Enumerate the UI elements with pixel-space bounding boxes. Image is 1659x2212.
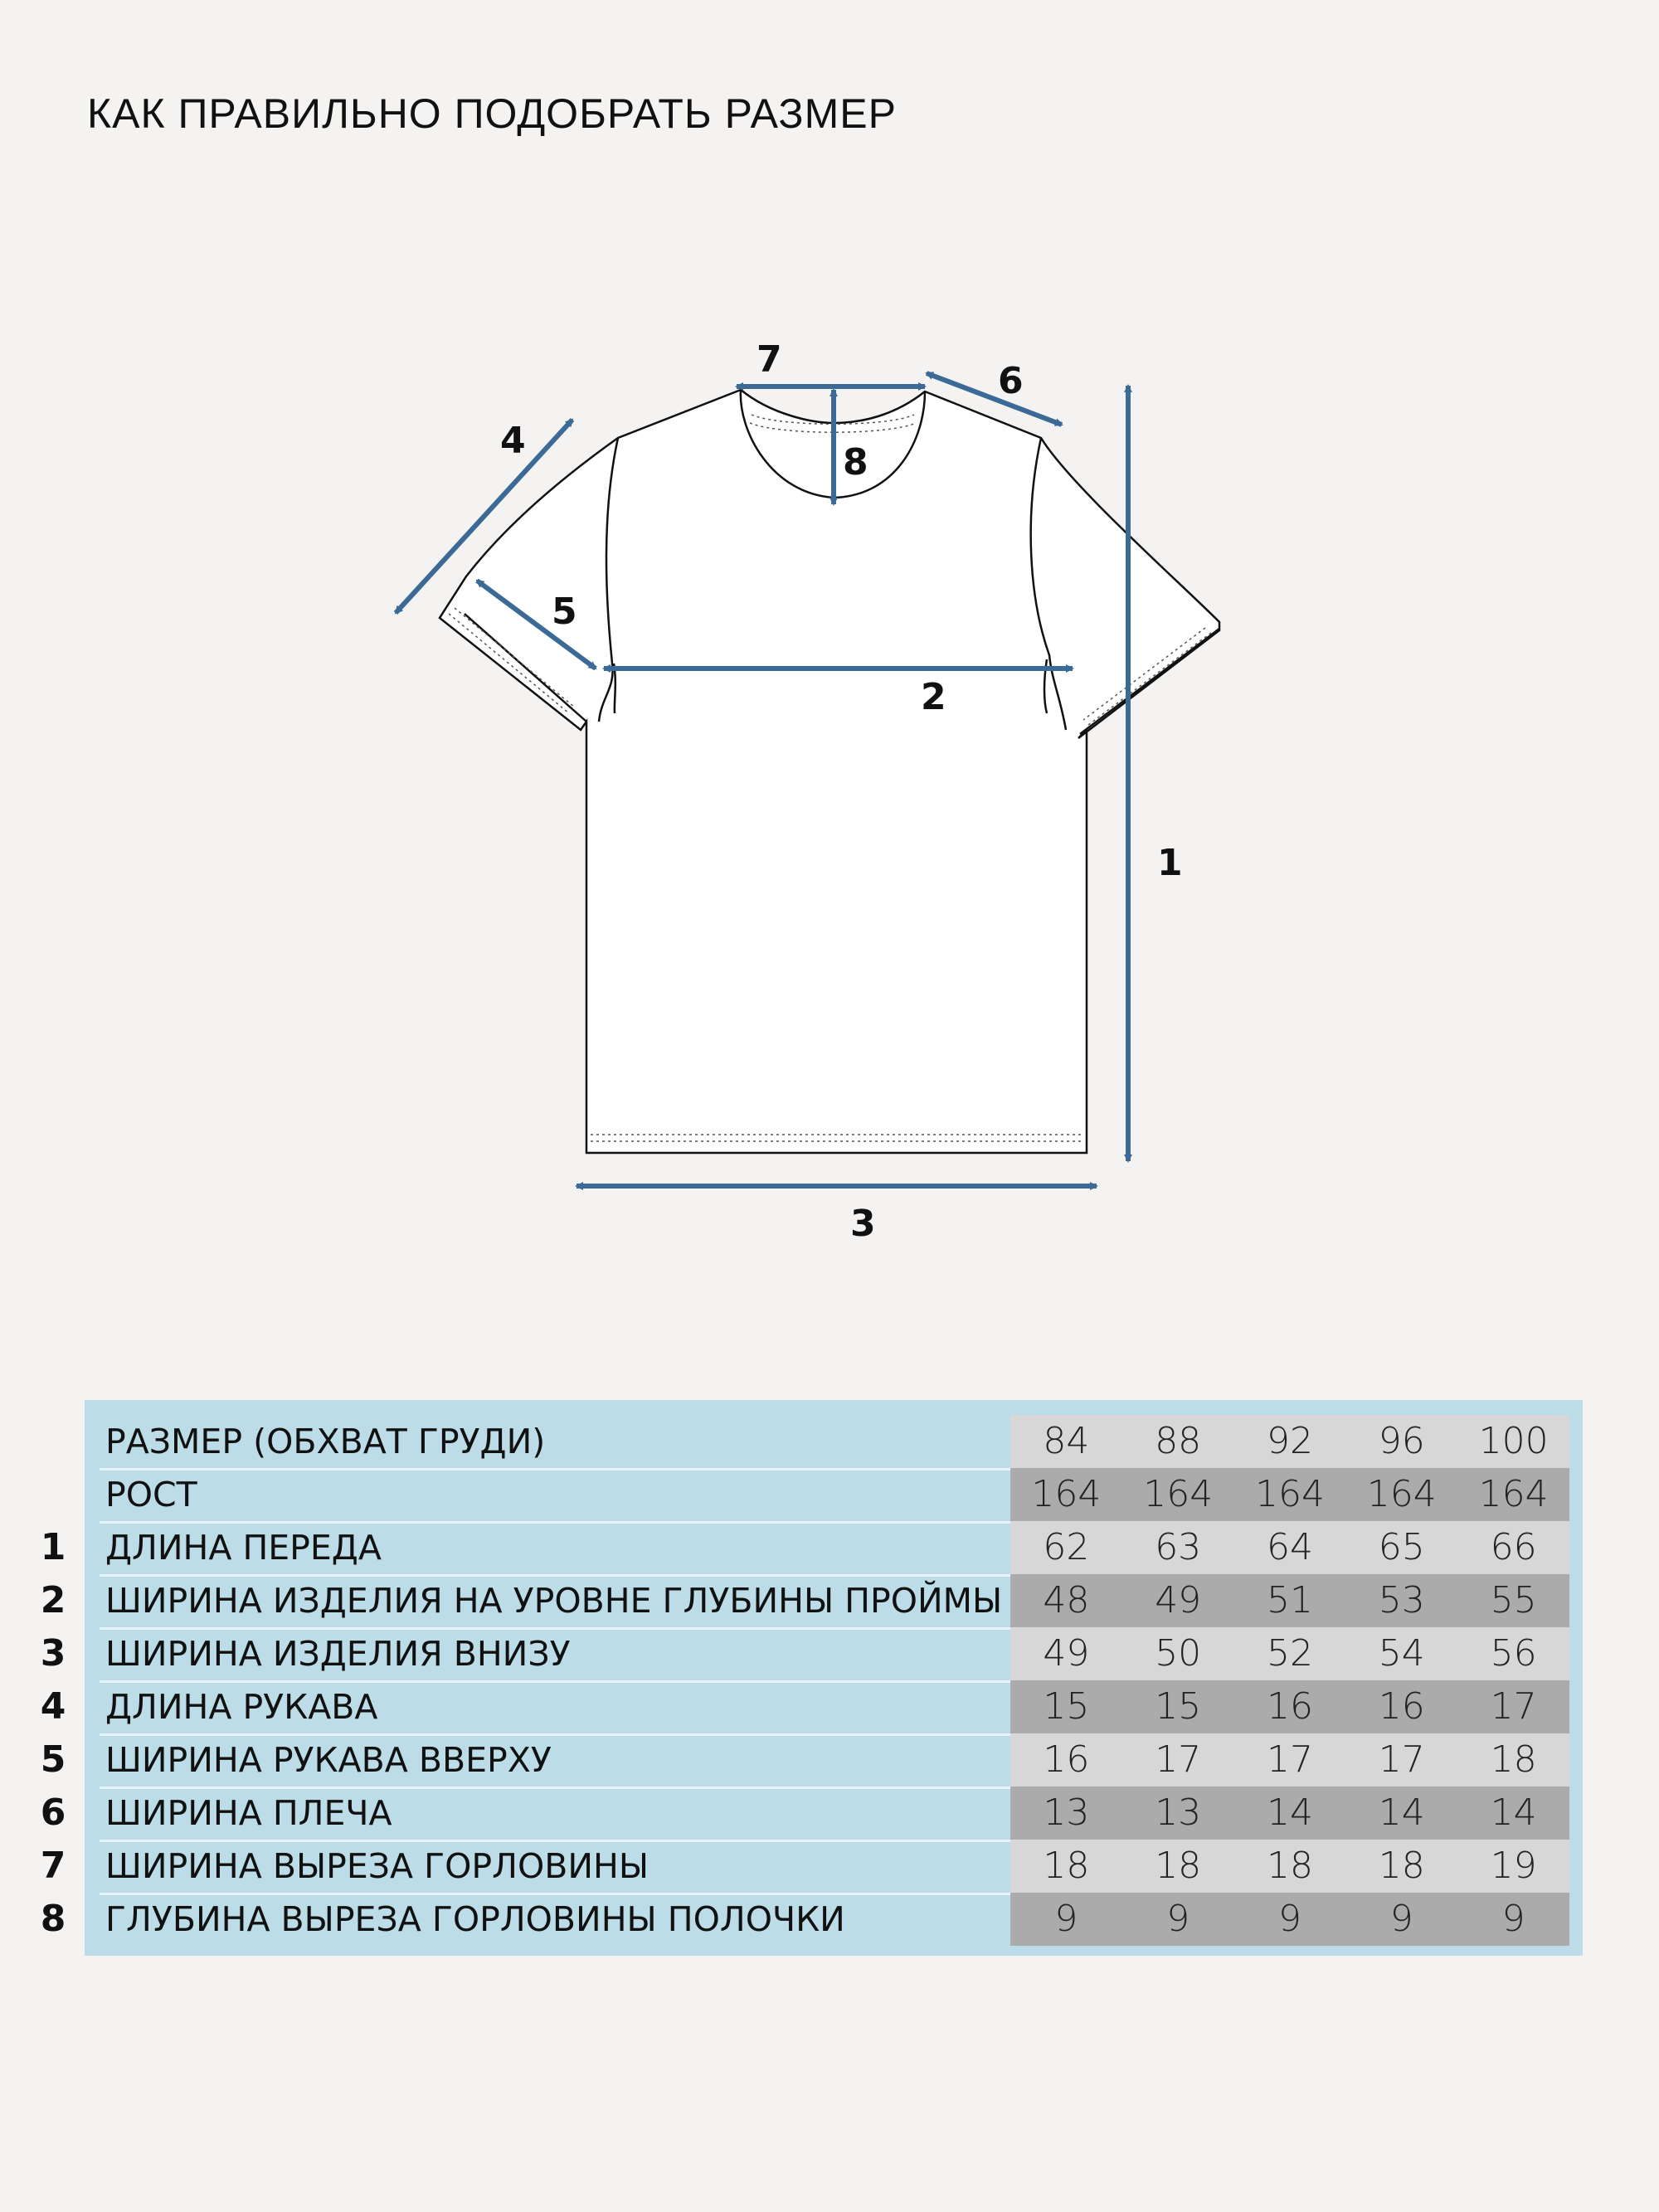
dim-label-1: 1 [1157,842,1183,884]
row-label: ШИРИНА РУКАВА ВВЕРХУ [105,1740,552,1780]
table-cell: 51 [1266,1579,1313,1621]
table-row-7 [40,1840,1583,1893]
table-cell: 50 [1155,1632,1202,1675]
table-cell: 17 [1266,1738,1313,1781]
table-row-size [85,1415,1583,1468]
row-values [1010,1627,1569,1680]
table-cell: 100 [1478,1420,1549,1462]
table-cell: 13 [1043,1791,1090,1834]
table-cell: 16 [1043,1738,1090,1781]
table-cell: 53 [1378,1579,1425,1621]
table-cell: 52 [1266,1632,1313,1675]
table-row-2 [40,1574,1583,1627]
row-label: ДЛИНА ПЕРЕДА [105,1528,382,1568]
table-cell: 15 [1043,1685,1090,1728]
row-label: ДЛИНА РУКАВА [105,1687,378,1727]
table-cell: 9 [1501,1898,1525,1940]
table-cell: 17 [1155,1738,1202,1781]
table-row-1 [40,1521,1583,1574]
table-cell: 14 [1490,1791,1537,1834]
row-values [1010,1415,1569,1468]
row-values [1010,1574,1569,1627]
table-cell: 55 [1490,1579,1537,1621]
table-cell: 16 [1266,1685,1313,1728]
row-label: ШИРИНА ИЗДЕЛИЯ НА УРОВНЕ ГЛУБИНЫ ПРОЙМЫ [105,1581,1003,1621]
table-cell: 66 [1490,1526,1537,1568]
table-cell: 84 [1043,1420,1090,1462]
table-cell: 88 [1155,1420,1202,1462]
table-cell: 18 [1378,1845,1425,1887]
tshirt-outline [440,390,1219,1153]
table-cell: 17 [1378,1738,1425,1781]
dim-label-2: 2 [921,676,946,718]
row-number: 1 [40,1526,66,1568]
table-cell: 64 [1266,1526,1313,1568]
table-cell: 18 [1490,1738,1537,1781]
table-cell: 9 [1277,1898,1301,1940]
table-cell: 65 [1378,1526,1425,1568]
table-cell: 15 [1155,1685,1202,1728]
row-label: РАЗМЕР (ОБХВАТ ГРУДИ) [105,1422,546,1461]
row-label: РОСТ [105,1475,197,1514]
table-cell: 56 [1490,1632,1537,1675]
row-values [1010,1468,1569,1521]
table-row-3 [40,1627,1583,1680]
row-values [1010,1787,1569,1840]
row-label: ШИРИНА ВЫРЕЗА ГОРЛОВИНЫ [105,1846,649,1886]
dim-label-8: 8 [843,441,868,484]
row-number: 5 [40,1738,66,1781]
table-row-4 [40,1680,1583,1733]
dim-label-6: 6 [998,360,1024,402]
size-table [40,1400,1583,1956]
page-title: КАК ПРАВИЛЬНО ПОДОБРАТЬ РАЗМЕР [87,90,897,137]
table-cell: 164 [1255,1473,1325,1515]
row-label: ШИРИНА ПЛЕЧА [105,1793,392,1833]
table-cell: 18 [1043,1845,1090,1887]
row-label: ШИРИНА ИЗДЕЛИЯ ВНИЗУ [105,1634,571,1674]
table-cell: 9 [1054,1898,1078,1940]
table-row-8 [40,1893,1583,1946]
table-cell: 164 [1478,1473,1549,1515]
row-number: 6 [40,1791,66,1834]
table-cell: 9 [1166,1898,1190,1940]
row-label: ГЛУБИНА ВЫРЕЗА ГОРЛОВИНЫ ПОЛОЧКИ [105,1899,845,1939]
table-cell: 54 [1378,1632,1425,1675]
table-cell: 164 [1366,1473,1437,1515]
row-values [1010,1840,1569,1893]
table-cell: 9 [1389,1898,1413,1940]
dim-label-3: 3 [850,1203,876,1245]
table-cell: 92 [1266,1420,1313,1462]
table-cell: 18 [1155,1845,1202,1887]
dim-label-4: 4 [500,420,526,462]
table-row-6 [40,1787,1583,1840]
table-cell: 63 [1155,1526,1202,1568]
table-cell: 48 [1043,1579,1090,1621]
table-cell: 96 [1378,1420,1425,1462]
table-cell: 164 [1031,1473,1102,1515]
table-row-height [85,1468,1583,1521]
table-cell: 14 [1266,1791,1313,1834]
row-values [1010,1893,1569,1946]
table-cell: 164 [1143,1473,1214,1515]
row-number: 4 [40,1685,66,1728]
row-number: 8 [40,1898,66,1940]
row-values [1010,1733,1569,1787]
dim-label-7: 7 [757,338,782,381]
table-cell: 14 [1378,1791,1425,1834]
table-cell: 16 [1378,1685,1425,1728]
table-cell: 17 [1490,1685,1537,1728]
table-cell: 13 [1155,1791,1202,1834]
table-cell: 62 [1043,1526,1090,1568]
table-cell: 49 [1043,1632,1090,1675]
row-number: 7 [40,1845,66,1887]
row-number: 2 [40,1579,66,1621]
row-number: 3 [40,1632,66,1675]
table-cell: 19 [1490,1845,1537,1887]
dim-label-5: 5 [552,591,577,633]
table-cell: 18 [1266,1845,1313,1887]
table-row-5 [40,1733,1583,1787]
table-cell: 49 [1155,1579,1202,1621]
row-values [1010,1521,1569,1574]
row-values [1010,1680,1569,1733]
